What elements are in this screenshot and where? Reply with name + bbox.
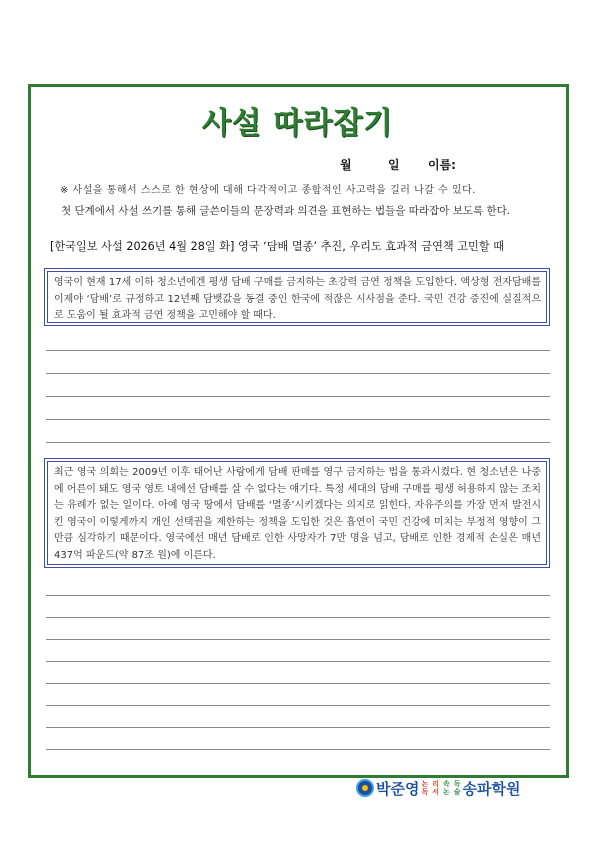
writing-line	[46, 749, 550, 750]
writing-line	[46, 373, 550, 374]
logo-small-text-4	[454, 780, 461, 796]
name-label: 이름:	[428, 158, 456, 172]
logo-small-char: 서	[432, 788, 440, 796]
day-label: 일	[388, 158, 400, 172]
logo-small-char: 리	[432, 780, 440, 788]
logo-small-char: 논	[421, 780, 429, 788]
logo-small-char: 독	[421, 788, 429, 796]
page-title: 사설 따라잡기	[201, 106, 394, 141]
paragraph-box-1	[44, 268, 550, 326]
logo-small-text-2	[432, 780, 439, 796]
logo-emblem-icon	[356, 779, 374, 797]
logo-small-char: 독	[453, 780, 461, 788]
logo-name: 박준영	[376, 779, 420, 798]
writing-line	[46, 683, 550, 684]
writing-line	[46, 727, 550, 728]
writing-line	[46, 639, 550, 640]
writing-line	[46, 661, 550, 662]
writing-line	[46, 419, 550, 420]
instruction-note-2: 첫 단계에서 사설 쓰기를 통해 글쓴이들의 문장력과 의견을 표현하는 법들을 따라잡아 보도록 한다.	[61, 205, 511, 217]
student-info-line	[340, 156, 456, 173]
logo-small-text-3	[443, 780, 450, 796]
paragraph-box-2	[44, 458, 550, 568]
writing-line	[46, 350, 550, 351]
instruction-note: ※ 사설을 통해서 스스로 한 현상에 대해 다각적이고 종합적인 사고력을 길러 나갈 수 있다.	[60, 185, 476, 196]
month-label: 월	[340, 158, 352, 172]
writing-line	[46, 595, 550, 596]
logo-small-char: 논	[443, 788, 450, 796]
logo-small-char: 술	[453, 788, 461, 796]
writing-line	[46, 617, 550, 618]
logo-academy-name: 송파학원	[462, 779, 521, 798]
paragraph-text-2: 최근 영국 의회는 2009년 이후 태어난 사람에게 담배 판매를 영구 금지하는 법을 통과시켰다. 현 청소년은 나중에 어른이 돼도 영국 영토 내에선 담배를 살 수 없다는 얘기다. 특정 세대의 담배 구매를 평생 허용하지 않는 조치는 유례가 없는 일이다. 아예 영국 땅에서 담배를 ‘멸종’시키겠다는 의지로 읽힌다. 자유주의를 가장 먼저 발전시킨 영국이 이렇게까지 개인 선택권을 제한하는 정책을 도입한 것은 흡연이 국민 건강에 미치는 부정적 영향이 그만큼 심각하기 때문이다. 영국에선 매년 담배로 인한 사망자가 7만 명을 넘고, 담배로 인한 경제적 손실은 매년 437억 파운드(약 87조 원)에 이른다.	[47, 461, 547, 565]
paragraph-text-1: 영국이 현재 17세 이하 청소년에겐 평생 담배 구매를 금지하는 초강력 금연 정책을 도입한다. 액상형 전자담배를 이제야 ‘담배’로 규정하고 12년째 담뱃값을 동결 중인 한국에 적잖은 시사점을 준다. 국민 건강 증진에 실질적으로 도움이 될 효과적 금연 정책을 고민해야 할 때다.	[47, 271, 547, 323]
logo-small-char: 속	[443, 780, 450, 788]
writing-line	[46, 705, 550, 706]
academy-logo	[356, 776, 521, 800]
writing-line	[46, 442, 550, 443]
logo-small-text-1	[421, 780, 428, 796]
editorial-headline: [한국일보 사설 2026년 4월 28일 화] 영국 ‘담배 멸종’ 추진, 우리도 효과적 금연책 고민할 때	[50, 240, 505, 253]
writing-line	[46, 396, 550, 397]
